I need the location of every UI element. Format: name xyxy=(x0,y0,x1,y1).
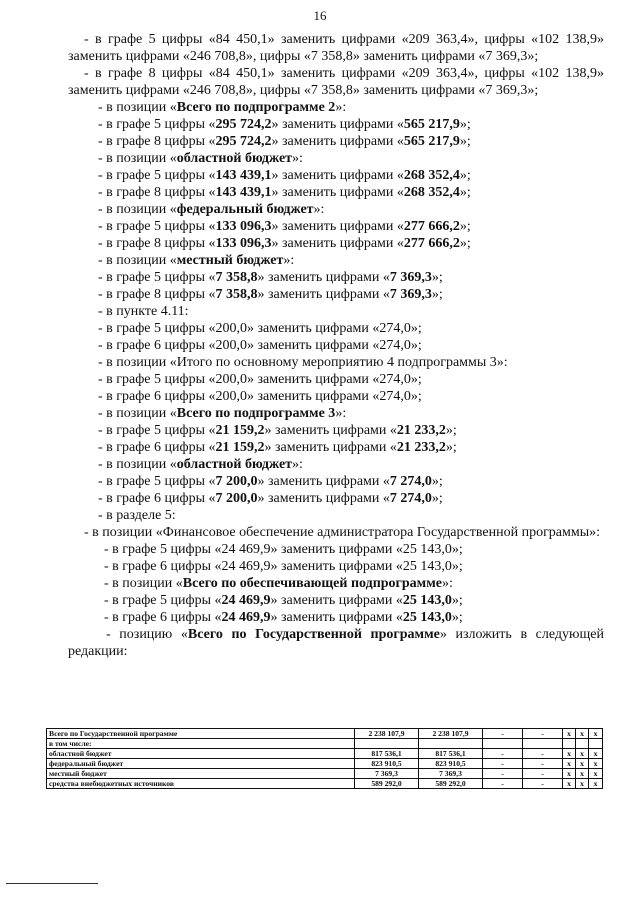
bold-text: Всего по Государственной программе xyxy=(187,627,440,642)
paragraph-l15 xyxy=(68,303,604,320)
table-cell-c4: - xyxy=(523,749,563,759)
paragraph-l29 xyxy=(68,541,604,558)
text-segment: »; xyxy=(445,440,457,455)
text-segment: - в позиции « xyxy=(98,100,177,115)
text-segment: » заменить цифрами « xyxy=(257,270,390,285)
text-segment: - в графе 6 цифры « xyxy=(104,610,222,625)
table-cell-c1: 823 910,5 xyxy=(355,759,419,769)
text-segment: - в графе 8 цифры « xyxy=(98,287,216,302)
table-cell-c4 xyxy=(523,739,563,749)
paragraph-l17 xyxy=(68,337,604,354)
bold-text: местный бюджет xyxy=(176,253,284,268)
text-segment: - в позиции « xyxy=(98,406,177,421)
text-segment: »; xyxy=(459,219,471,234)
text-segment: »; xyxy=(459,168,471,183)
text-segment: »; xyxy=(451,610,463,625)
text-segment: » заменить цифрами « xyxy=(271,185,404,200)
paragraph-l26 xyxy=(68,490,604,507)
table-cell-c3: - xyxy=(483,779,523,789)
text-segment: »; xyxy=(459,185,471,200)
paragraph-l24 xyxy=(68,456,604,473)
text-segment: »: xyxy=(441,576,453,591)
paragraph-l4 xyxy=(68,116,604,133)
table-cell-x1 xyxy=(563,739,576,749)
text-segment: » заменить цифрами « xyxy=(270,610,403,625)
paragraph-l12 xyxy=(68,252,604,269)
table-cell-label: областной бюджет xyxy=(47,749,355,759)
bold-text: Всего по подпрограмме 3 xyxy=(176,406,336,421)
paragraph-l9 xyxy=(68,201,604,218)
table-cell-x2: x xyxy=(576,749,589,759)
bold-text: Всего по обеспечивающей подпрограмме xyxy=(182,576,442,591)
table-cell-x1: x xyxy=(563,749,576,759)
table-cell-c4: - xyxy=(523,769,563,779)
text-segment: - в позиции « xyxy=(98,253,177,268)
page-number: 16 xyxy=(313,8,327,23)
table-cell-c1: 2 238 107,9 xyxy=(355,729,419,739)
table-row xyxy=(47,749,603,759)
text-segment: » заменить цифрами « xyxy=(271,236,404,251)
text-segment: »: xyxy=(292,457,303,472)
text-segment: - в графе 8 цифры « xyxy=(98,185,216,200)
table-cell-c3: - xyxy=(483,729,523,739)
bold-text: 24 469,9 xyxy=(221,610,271,625)
text-segment: »: xyxy=(283,253,295,268)
bold-text: 25 143,0 xyxy=(402,593,452,608)
text-segment: »; xyxy=(431,270,443,285)
table-cell-x2: x xyxy=(576,759,589,769)
bold-text: 565 217,9 xyxy=(403,117,460,132)
text-segment: - в графе 5 цифры « xyxy=(104,593,222,608)
table-cell-c4: - xyxy=(523,759,563,769)
text-segment: - в графе 5 цифры « xyxy=(98,117,216,132)
paragraph-l31 xyxy=(68,575,604,592)
table-cell-x3: x xyxy=(589,779,603,789)
bold-text: 7 369,3 xyxy=(389,270,432,285)
paragraph-l23 xyxy=(68,439,604,456)
bold-text: Всего по подпрограмме 2 xyxy=(176,100,336,115)
table-cell-c2: 2 238 107,9 xyxy=(419,729,483,739)
table-cell-c1 xyxy=(355,739,419,749)
bold-text: 7 200,0 xyxy=(215,474,258,489)
text-segment: »; xyxy=(459,236,471,251)
bold-text: областной бюджет xyxy=(176,457,293,472)
table-row xyxy=(47,769,603,779)
paragraph-l30 xyxy=(68,558,604,575)
bold-text: областной бюджет xyxy=(176,151,293,166)
table-cell-label: Всего по Государственной программе xyxy=(47,729,355,739)
text-segment: - в графе 5 цифры « xyxy=(98,474,216,489)
text-segment: »; xyxy=(451,593,463,608)
table-cell-label: федеральный бюджет xyxy=(47,759,355,769)
table-cell-x2: x xyxy=(576,729,589,739)
text-segment: - в графе 6 цифры « xyxy=(98,491,216,506)
text-segment: - в графе 5 цифры « xyxy=(98,423,216,438)
text-segment: »; xyxy=(459,134,471,149)
paragraph-l3 xyxy=(68,99,604,116)
paragraph-p28 xyxy=(68,524,604,541)
bold-text: 21 233,2 xyxy=(396,440,446,455)
paragraph-l6 xyxy=(68,150,604,167)
bold-text: 277 666,2 xyxy=(403,219,460,234)
text-segment: » заменить цифрами « xyxy=(264,423,397,438)
paragraph-l18 xyxy=(68,354,604,371)
text-segment: - позицию « xyxy=(106,627,188,642)
table-cell-x1: x xyxy=(563,759,576,769)
table-cell-x2 xyxy=(576,739,589,749)
table-row xyxy=(47,759,603,769)
table-cell-c1: 589 292,0 xyxy=(355,779,419,789)
bold-text: 295 724,2 xyxy=(215,134,272,149)
bold-text: 133 096,3 xyxy=(215,219,272,234)
bold-text: 7 358,8 xyxy=(215,287,258,302)
paragraph-p1 xyxy=(68,31,604,65)
text-segment: - в позиции « xyxy=(104,576,183,591)
text-segment: - в графе 6 цифры «200,0» заменить цифрами «274,0»; xyxy=(98,338,422,353)
text-segment: - в графе 6 цифры «24 469,9» заменить цифрами «25 143,0»; xyxy=(104,559,463,574)
text-segment: » заменить цифрами « xyxy=(271,219,404,234)
table-cell-c2: 817 536,1 xyxy=(419,749,483,759)
text-segment: - в графе 8 цифры « xyxy=(98,236,216,251)
table-row xyxy=(47,739,603,749)
table-cell-x3: x xyxy=(589,769,603,779)
bold-text: 268 352,4 xyxy=(403,185,460,200)
bold-text: 7 358,8 xyxy=(215,270,258,285)
text-segment: - в позиции « xyxy=(98,202,177,217)
paragraph-l5 xyxy=(68,133,604,150)
table-cell-c2: 589 292,0 xyxy=(419,779,483,789)
bold-text: 7 369,3 xyxy=(389,287,432,302)
bold-text: 7 200,0 xyxy=(215,491,258,506)
table-cell-c2 xyxy=(419,739,483,749)
text-segment: » заменить цифрами « xyxy=(257,287,390,302)
text-segment: - в графе 6 цифры «200,0» заменить цифрами «274,0»; xyxy=(98,389,422,404)
text-segment: - в позиции « xyxy=(98,457,177,472)
table-cell-x2: x xyxy=(576,779,589,789)
bold-text: 24 469,9 xyxy=(221,593,271,608)
bold-text: 295 724,2 xyxy=(215,117,272,132)
table-cell-label: в том числе: xyxy=(47,739,355,749)
table-cell-x3: x xyxy=(589,729,603,739)
table-cell-c3: - xyxy=(483,749,523,759)
table-cell-c3: - xyxy=(483,759,523,769)
text-segment: - в графе 8 цифры « xyxy=(98,134,216,149)
table-cell-x1: x xyxy=(563,729,576,739)
paragraph-p34 xyxy=(68,626,604,660)
text-segment: »; xyxy=(445,423,457,438)
text-segment: » заменить цифрами « xyxy=(271,117,404,132)
text-segment: »: xyxy=(292,151,303,166)
text-segment: »; xyxy=(431,287,443,302)
paragraph-l16 xyxy=(68,320,604,337)
table-cell-c1: 817 536,1 xyxy=(355,749,419,759)
bold-text: 143 439,1 xyxy=(215,168,272,183)
table-cell-x3 xyxy=(589,739,603,749)
text-segment: - в графе 5 цифры «24 469,9» заменить цифрами «25 143,0»; xyxy=(104,542,463,557)
text-segment: »; xyxy=(431,474,443,489)
text-segment: »; xyxy=(431,491,443,506)
table-cell-c4: - xyxy=(523,729,563,739)
paragraph-l8 xyxy=(68,184,604,201)
text-segment: » заменить цифрами « xyxy=(270,593,403,608)
bold-text: 565 217,9 xyxy=(403,134,460,149)
paragraph-l27 xyxy=(68,507,604,524)
table-cell-c3 xyxy=(483,739,523,749)
text-segment: »: xyxy=(335,406,347,421)
text-segment: - в графе 6 цифры « xyxy=(98,440,216,455)
paragraph-l13 xyxy=(68,269,604,286)
table-cell-x1: x xyxy=(563,769,576,779)
text-segment: - в графе 5 цифры «84 450,1» заменить цифрами «209 363,4», цифры «102 138,9» заменить цифрами «246 708,8», цифры «7 358,8» заменить цифрами «7 369,3»; xyxy=(68,32,604,64)
table-cell-c1: 7 369,3 xyxy=(355,769,419,779)
text-segment: »; xyxy=(459,117,471,132)
paragraph-l33 xyxy=(68,609,604,626)
bold-text: 277 666,2 xyxy=(403,236,460,251)
text-segment: »: xyxy=(335,100,347,115)
text-segment: » заменить цифрами « xyxy=(264,440,397,455)
text-segment: » изложить в следующей редакции: xyxy=(68,627,604,659)
text-segment: » заменить цифрами « xyxy=(271,168,404,183)
text-segment: - в позиции «Финансовое обеспечение администратора Государственной программы»: xyxy=(84,525,601,540)
table-cell-c2: 7 369,3 xyxy=(419,769,483,779)
bold-text: 21 233,2 xyxy=(396,423,446,438)
text-segment: - в графе 5 цифры « xyxy=(98,270,216,285)
text-segment: - в графе 5 цифры « xyxy=(98,219,216,234)
paragraph-l19 xyxy=(68,371,604,388)
text-segment: »: xyxy=(313,202,325,217)
text-segment: - в графе 5 цифры «200,0» заменить цифрами «274,0»; xyxy=(98,321,422,336)
bold-text: 7 274,0 xyxy=(389,474,432,489)
bold-text: федеральный бюджет xyxy=(176,202,314,217)
table-cell-x1: x xyxy=(563,779,576,789)
paragraph-l11 xyxy=(68,235,604,252)
text-segment: » заменить цифрами « xyxy=(271,134,404,149)
bold-text: 133 096,3 xyxy=(215,236,272,251)
table-cell-x3: x xyxy=(589,749,603,759)
paragraph-p2 xyxy=(68,65,604,99)
text-segment: - в разделе 5: xyxy=(98,508,176,523)
bold-text: 21 159,2 xyxy=(215,423,265,438)
table-cell-c2: 823 910,5 xyxy=(419,759,483,769)
text-segment: - в графе 5 цифры « xyxy=(98,168,216,183)
text-segment: » заменить цифрами « xyxy=(257,474,390,489)
bold-text: 143 439,1 xyxy=(215,185,272,200)
text-segment: - в графе 8 цифры «84 450,1» заменить цифрами «209 363,4», цифры «102 138,9» заменить цифрами «246 708,8», цифры «7 358,8» заменить цифрами «7 369,3»; xyxy=(68,66,604,98)
bold-text: 268 352,4 xyxy=(403,168,460,183)
table-row xyxy=(47,729,603,739)
table-cell-x2: x xyxy=(576,769,589,779)
table-cell-label: местный бюджет xyxy=(47,769,355,779)
table-row xyxy=(47,779,603,789)
table-cell-c3: - xyxy=(483,769,523,779)
bold-text: 7 274,0 xyxy=(389,491,432,506)
paragraph-l25 xyxy=(68,473,604,490)
text-segment: - в графе 5 цифры «200,0» заменить цифрами «274,0»; xyxy=(98,372,422,387)
paragraph-l22 xyxy=(68,422,604,439)
paragraph-l14 xyxy=(68,286,604,303)
bold-text: 21 159,2 xyxy=(215,440,265,455)
paragraph-l7 xyxy=(68,167,604,184)
table-cell-c4: - xyxy=(523,779,563,789)
text-segment: » заменить цифрами « xyxy=(257,491,390,506)
table-cell-label: средства внебюджетных источников xyxy=(47,779,355,789)
footer-divider xyxy=(6,883,98,884)
paragraph-l10 xyxy=(68,218,604,235)
text-segment: - в позиции « xyxy=(98,151,177,166)
document-body xyxy=(68,31,604,660)
paragraph-l32 xyxy=(68,592,604,609)
bold-text: 25 143,0 xyxy=(402,610,452,625)
paragraph-l21 xyxy=(68,405,604,422)
summary-table xyxy=(46,728,603,789)
paragraph-l20 xyxy=(68,388,604,405)
text-segment: - в пункте 4.11: xyxy=(98,304,189,319)
table-cell-x3: x xyxy=(589,759,603,769)
text-segment: - в позиции «Итого по основному мероприятию 4 подпрограммы 3»: xyxy=(98,355,508,370)
